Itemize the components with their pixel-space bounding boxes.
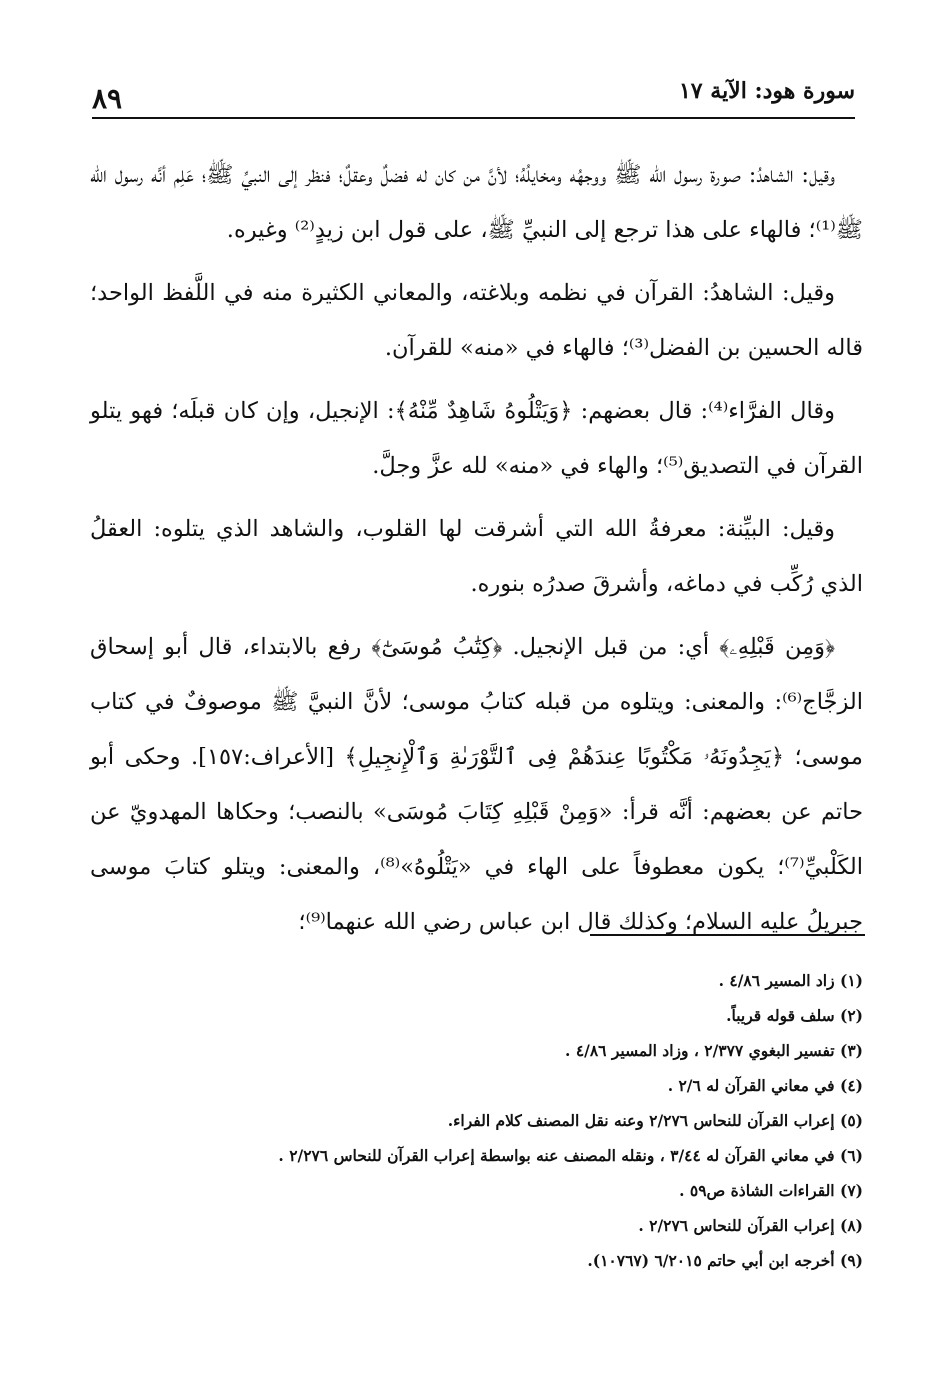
page-header: [92, 78, 855, 114]
paragraph: وقال الفرَّاء⁽⁴⁾: قال بعضهم: ﴿وَيَتْلُوهُ شَاهِدٌ مِّنْهُ﴾: الإنجيل، وإن كان قبلَه؛ فهو يتلو القرآن في التصديق⁽⁵⁾؛ والهاء في «منه» لله عزَّ وجلَّ.: [90, 398, 863, 479]
footnote: (٩) أخرجه ابن أبي حاتم ٦/٢٠١٥ (١٠٧٦٧).: [587, 1251, 863, 1270]
paragraph: وقيل: الشاهدُ: القرآن في نظمه وبلاغته، والمعاني الكثيرة منه في اللَّفظ الواحد؛ قاله الحسين بن الفضل⁽³⁾؛ فالهاء في «منه» للقرآن.: [90, 280, 863, 361]
footnote: (٤) في معاني القرآن له ٢/٦ .: [667, 1076, 863, 1095]
paragraph: وقيل: البيِّنة: معرفةُ الله التي أشرقت لها القلوب، والشاهد الذي يتلوه: العقلُ الذي رُكِّب في دماغه، وأشرقَ صدرُه بنوره.: [90, 516, 863, 597]
footnote: (٨) إعراب القرآن للنحاس ٢/٢٧٦ .: [638, 1216, 863, 1235]
footnote: (٧) القراءات الشاذة ص٥٩ .: [679, 1181, 863, 1200]
footnote: (٢) سلف قوله قريباً.: [726, 1006, 863, 1025]
footnotes: [150, 963, 863, 1278]
main-text: [90, 148, 863, 958]
paragraph: وقيل: الشاهدُ: صورة رسول الله ﷺ ووجهُه ومخايلُهُ؛ لأنَّ من كان له فضلٌ وعقلٌ؛ فنظر إلى النبيِّ ﷺ؛ عَلِم أنَّه رسول الله ﷺ⁽¹⁾؛ فالهاء على هذا ترجع إلى النبيِّ ﷺ، على قول ابن زيدٍ⁽²⁾ وغيره.: [90, 162, 863, 243]
footnote-separator: [590, 934, 865, 936]
header-rule: [92, 117, 855, 119]
paragraph: ﴿وَمِن قَبْلِهِۦ﴾ أي: من قبل الإنجيل. ﴿كِتَٰبُ مُوسَىٰٓ﴾ رفع بالابتداء، قال أبو إسحاق الزجَّاج⁽⁶⁾: والمعنى: ويتلوه من قبله كتابُ موسى؛ لأنَّ النبيَّ ﷺ موصوفٌ في كتاب موسى؛ ﴿يَجِدُونَهُۥ مَكْتُوبًا عِندَهُمْ فِى ٱلتَّوْرَىٰةِ وَٱلْإِنجِيلِ﴾ [الأعراف:١٥٧]. وحكى أبو حاتم عن بعضهم: أنَّه قرأ: «وَمِنْ قَبْلِهِ كِتَابَ مُوسَى» بالنصب؛ وحكاها المهدويّ عن الكَلْبيِّ⁽⁷⁾؛ يكون معطوفاً على الهاء في «يَتْلُوهُ»⁽⁸⁾، والمعنى: ويتلو كتابَ موسى جبريلُ عليه السلام؛ وكذلك قال ابن عباس رضي الله عنهما⁽⁹⁾؛: [90, 634, 864, 935]
page-number: ٨٩: [92, 82, 123, 115]
footnote: (٦) في معاني القرآن له ٣/٤٤ ، ونقله المصنف عنه بواسطة إعراب القرآن للنحاس ٢/٢٧٦ .: [278, 1146, 863, 1165]
footnote: (١) زاد المسير ٤/٨٦ .: [718, 971, 863, 990]
running-title: سورة هود: الآية ١٧: [678, 78, 855, 104]
footnote: (٣) تفسير البغوي ٢/٣٧٧ ، وزاد المسير ٤/٨٦ .: [565, 1041, 863, 1060]
footnote: (٥) إعراب القرآن للنحاس ٢/٢٧٦ وعنه نقل المصنف كلام الفراء.: [447, 1111, 863, 1130]
